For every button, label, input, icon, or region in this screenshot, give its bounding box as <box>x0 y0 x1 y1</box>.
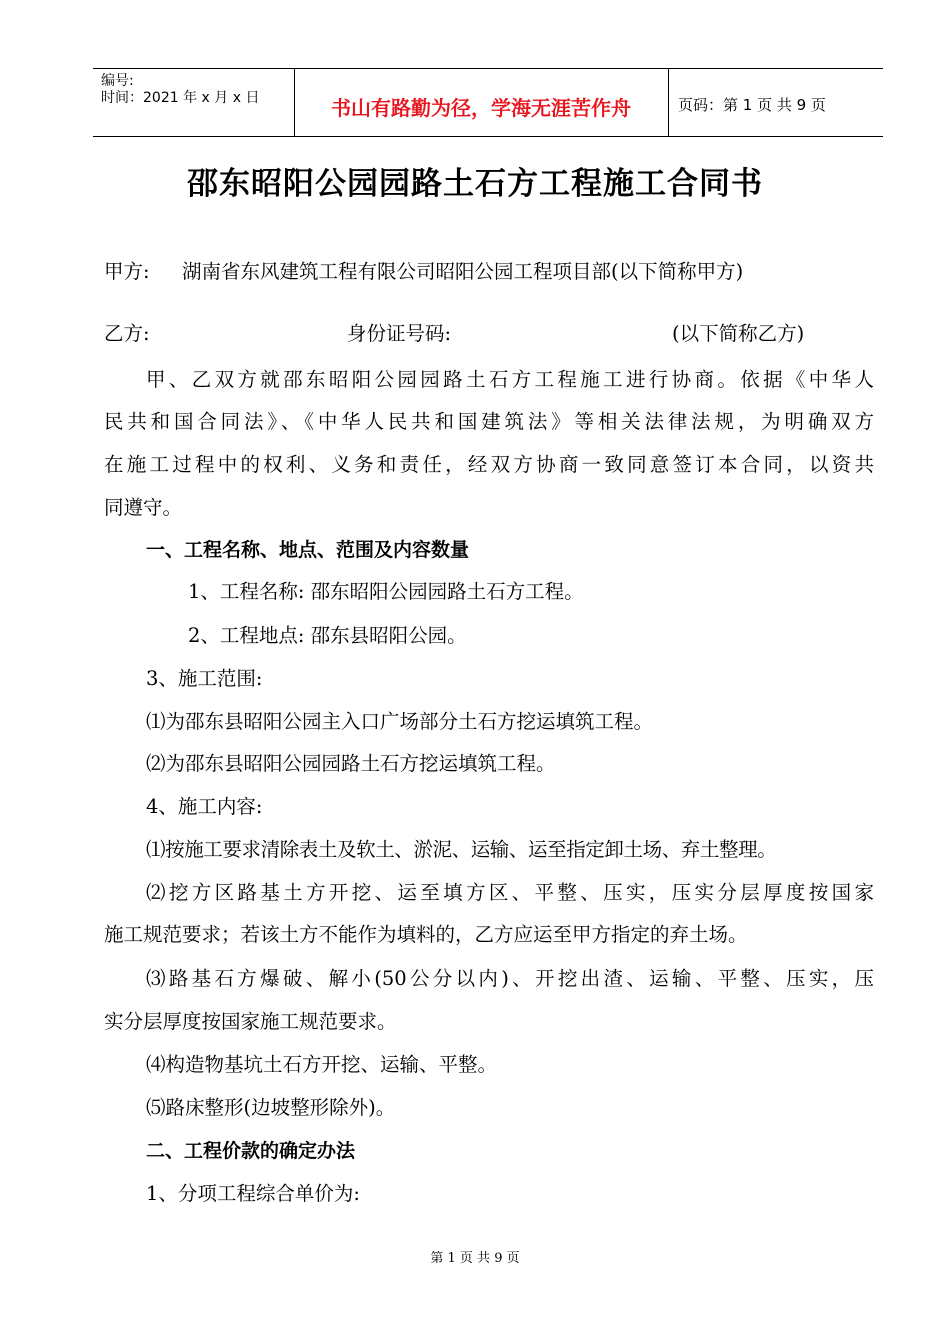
party-b-id-label: 身份证号码: <box>347 322 452 345</box>
content-label: 4、施工内容: <box>146 795 263 818</box>
page-header <box>93 68 883 137</box>
content-item: 实分层厚度按国家施工规范要求。 <box>104 1010 397 1033</box>
party-a-value: 湖南省东风建筑工程有限公司昭阳公园工程项目部(以下简称甲方) <box>182 260 744 283</box>
document-title: 邵东昭阳公园园路土石方工程施工合同书 <box>187 166 763 202</box>
content-item: ⑶路基石方爆破、解小(50公分以内)、开挖出渣、运输、平整、压实，压 <box>146 967 874 990</box>
intro-line: 在施工过程中的权利、义务和责任，经双方协商一致同意签订本合同，以资共 <box>104 453 874 476</box>
time-label: 时间：2021 年 x 月 x 日 <box>101 90 260 106</box>
intro-line: 甲、乙双方就邵东昭阳公园园路土石方工程施工进行协商。依据《中华人 <box>146 368 874 391</box>
header-motto: 书山有路勤为径，学海无涯苦作舟 <box>331 96 631 120</box>
price-item: 1、分项工程综合单价为: <box>146 1182 360 1205</box>
party-a-label: 甲方: <box>104 260 150 283</box>
content-item: ⑴按施工要求清除表土及软土、淤泥、运输、运至指定卸土场、弃土整理。 <box>146 838 777 861</box>
page-footer: 第 1 页 共 9 页 <box>430 1251 520 1266</box>
party-b-label: 乙方: <box>104 322 150 345</box>
intro-line: 同遵守。 <box>104 496 183 519</box>
project-name: 1、工程名称: 邵东昭阳公园园路土石方工程。 <box>188 580 584 603</box>
content-item: 施工规范要求；若该土方不能作为填料的，乙方应运至甲方指定的弃土场。 <box>104 923 748 946</box>
scope-item: ⑵为邵东县昭阳公园园路土石方挖运填筑工程。 <box>146 752 556 775</box>
party-b-suffix: (以下简称乙方) <box>672 322 805 345</box>
content-item: ⑵挖方区路基土方开挖、运至填方区、平整、压实，压实分层厚度按国家 <box>146 881 874 904</box>
section-heading: 一、工程名称、地点、范围及内容数量 <box>146 539 470 561</box>
intro-line: 民共和国合同法》、《中华人民共和国建筑法》等相关法律法规，为明确双方 <box>104 410 874 433</box>
project-place: 2、工程地点: 邵东县昭阳公园。 <box>188 624 467 647</box>
scope-label: 3、施工范围: <box>146 667 263 690</box>
content-item: ⑸路床整形(边坡整形除外)。 <box>146 1096 396 1119</box>
header-page-info: 页码：第 1 页 共 9 页 <box>678 96 826 114</box>
header-meta <box>101 73 259 107</box>
section-heading: 二、工程价款的确定办法 <box>146 1140 356 1162</box>
scope-item: ⑴为邵东县昭阳公园主入口广场部分土石方挖运填筑工程。 <box>146 710 654 733</box>
number-label: 编号: <box>101 73 134 89</box>
content-item: ⑷构造物基坑土石方开挖、运输、平整。 <box>146 1053 498 1076</box>
header-divider <box>668 69 669 136</box>
